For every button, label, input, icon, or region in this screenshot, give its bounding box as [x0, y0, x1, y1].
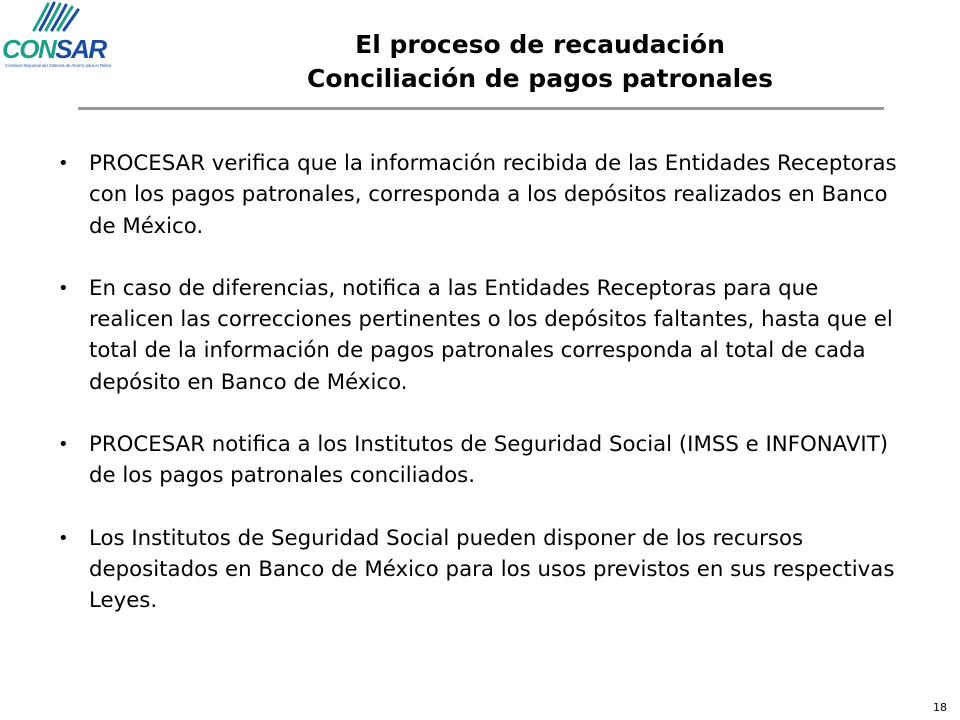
bullet-list: [58, 148, 908, 617]
bullet-dot-icon: •: [58, 277, 69, 299]
bullet-item: [58, 429, 908, 492]
logo-subtitle: Comisión Nacional del Sistema de Ahorro para el Retiro: [5, 64, 112, 68]
slide-title: [150, 28, 930, 96]
bullet-text: En caso de diferencias, notifica a las Entidades Receptoras para que realicen las correcciones pertinentes o los depósitos faltantes, hasta que el total de la información de pagos patronales corresponda al total de cada depósito en Banco de México.: [89, 275, 893, 395]
slide-title-line-2: Conciliación de pagos patronales: [306, 64, 774, 93]
bullet-text: PROCESAR notifica a los Institutos de Seguridad Social (IMSS e INFONAVIT) de los pagos patronales conciliados.: [89, 432, 889, 489]
bullet-text: PROCESAR verifica que la información recibida de las Entidades Receptoras con los pagos patronales, corresponda a los depósitos realizados en Banco de México.: [89, 151, 897, 239]
bullet-dot-icon: •: [58, 527, 69, 549]
slide-title-line-1: El proceso de recaudación: [355, 30, 725, 59]
bullet-dot-icon: •: [58, 153, 69, 174]
page-number: 18: [933, 701, 947, 714]
bullet-item: [58, 523, 908, 617]
bullet-text: Los Institutos de Seguridad Social pueden disponer de los recursos depositados en Banco de México para los usos previstos en sus respectivas Leyes.: [89, 525, 895, 614]
bullet-item: [58, 148, 908, 242]
consar-logo: [2, 0, 120, 82]
bullet-dot-icon: •: [58, 434, 69, 456]
logo-wordmark: CONSAR: [2, 34, 106, 64]
bullet-item: [58, 273, 908, 398]
title-divider: [78, 107, 884, 110]
